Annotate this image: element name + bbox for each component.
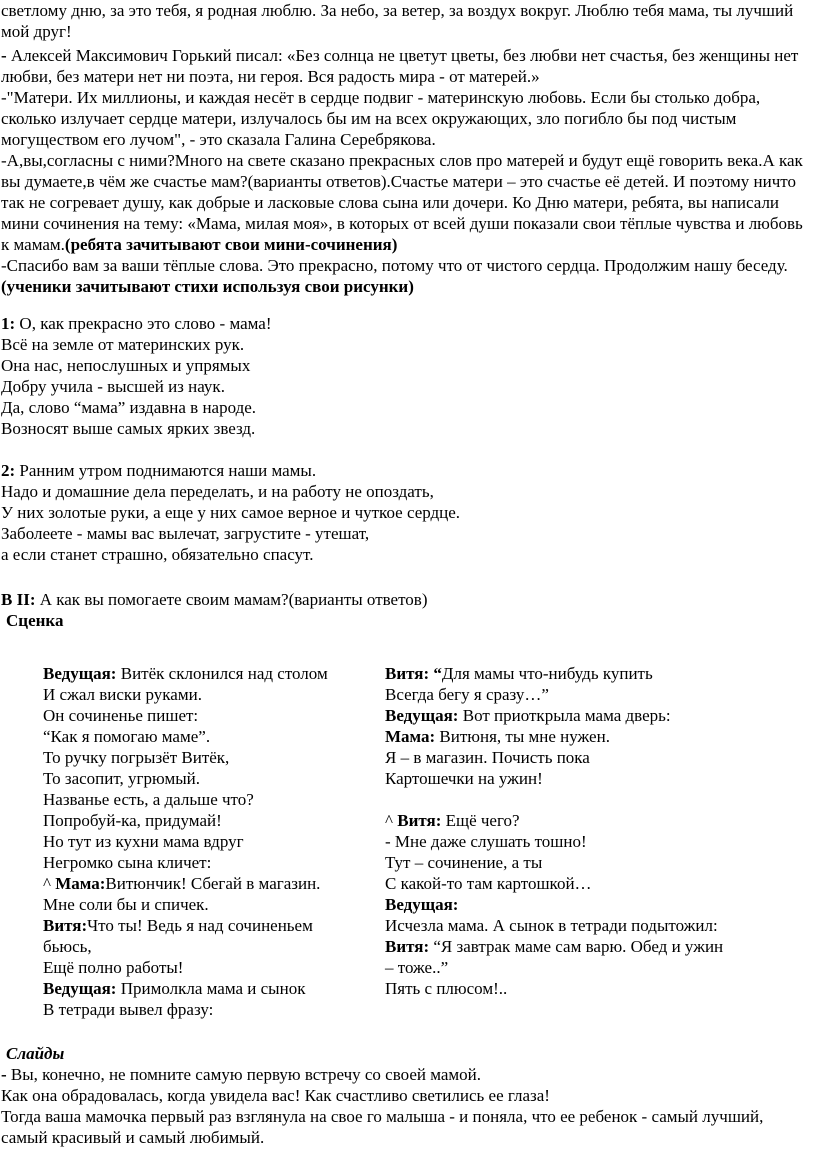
scene-line [43,684,373,705]
scene-right-column [385,663,805,999]
scene-line [43,915,373,936]
poem-1-line: Всё на земле от материнских рук. [1,335,245,354]
scene-line-text: Для мамы что-нибудь купить [441,664,653,683]
scene-line-text: Пять с плюсом!.. [385,979,508,998]
scene-line-text: В тетради вывел фразу: [43,1000,214,1019]
poem-2-line: Заболеете - мамы вас вылечат, загрустите - утешат, [1,524,370,543]
poem-2-line: У них золотые руки, а еще у них самое верное и чуткое сердце. [1,503,461,522]
scene-line-text: Исчезла мама. А сынок в тетради подытожил: [385,916,718,935]
scene-line-text: Картошечки на ужин! [385,769,543,788]
slides-line-1 [1,1064,813,1085]
slides-line-1-text: Вы, конечно, не помните самую первую встречу со своей мамой. [6,1065,482,1084]
scene-line [43,852,373,873]
scene-line [43,831,373,852]
scene-line-text: Негромко сына кличет: [43,853,212,872]
scene-line [43,873,373,894]
scene-title: Сценка [6,611,64,630]
scene-line [43,789,373,810]
scene-line [385,705,805,726]
scene-line [385,852,805,873]
scene-line-text: Вот приоткрыла мама дверь: [458,706,671,725]
intro-paragraph-1: светлому дню, за это тебя, я родная люблю. За небо, за ветер, за воздух вокруг. Люблю тебя мама, ты лучший мой друг! [1,1,794,41]
caret-mark: ^ [43,874,56,893]
scene-line [43,957,373,978]
intro-paragraph-2 [1,45,813,87]
poem-1-line-text: О, как прекрасно это слово - мама! [15,314,272,333]
poem-1 [1,313,813,439]
speaker-label: Ведущая: [385,706,459,725]
dash: - [1,46,7,65]
v2-question-text: А как вы помогаете своим мамам?(варианты ответов) [35,590,428,609]
poem-2-line: Надо и домашние дела переделать, и на работу не опоздать, [1,482,434,501]
scene-line [43,810,373,831]
speaker-label: Ведущая: [43,979,117,998]
scene-line [385,831,805,852]
scene-line-text: Что ты! Ведь я над сочиненьем [87,916,313,935]
slides-section [1,1043,813,1148]
scene-line [43,894,373,915]
intro-paragraph-3: -"Матери. Их миллионы, и каждая несёт в сердце подвиг - материнскую любовь. Если бы столько добра, сколько излучает сердце матери, излучалось бы им на всех окружающих, зло погибло бы под чистым могуществом его лучом", - это сказала Галина Серебрякова. [1,88,761,149]
scene-line [385,726,805,747]
scene-line [385,936,805,957]
poem-1-line: Она нас, непослушных и упрямых [1,356,251,375]
poem-1-line: Добру учила - высшей из наук. [1,377,225,396]
scene-line [385,684,805,705]
speaker-label: Ведущая: [43,664,117,683]
gorky-quote: Алексей Максимович Горький писал: «Без солнца не цветут цветы, без любви нет счастья, без женщины нет любви, без матери нет ни поэта, ни героя. Вся радость мира - от матерей.» [1,46,799,86]
speaker-label: Витя: [397,811,442,830]
scene-line [385,789,805,810]
scene-line [385,915,805,936]
speaker-label: Мама: [385,727,436,746]
poem-1-line [1,313,813,334]
caret-mark: ^ [385,811,398,830]
intro-paragraph-5-text: -Спасибо вам за ваши тёплые слова. Это прекрасно, потому что от чистого сердца. Продолжим нашу беседу. [1,256,788,275]
scene-line-text: Мне соли бы и спичек. [43,895,209,914]
scene-line [385,978,805,999]
scene-line [385,894,805,915]
scene-line-text: Я – в магазин. Почисть пока [385,748,590,767]
scene-line-text: бьюсь, [43,937,92,956]
v2-question [1,589,813,610]
scene-line-text: Всегда бегу я сразу…” [385,685,549,704]
poem-1-line: Возносят выше самых ярких звезд. [1,419,256,438]
poem-2-number: 2: [1,461,16,480]
scene-line-text: Но тут из кухни мама вдруг [43,832,244,851]
scene-line-text: “Я завтрак маме сам варю. Обед и ужин [429,937,724,956]
speaker-label: Витя: [43,916,88,935]
scene-line [385,810,805,831]
scene-line-text: Тут – сочинение, а ты [385,853,543,872]
poem-2-line [1,460,813,481]
scene-line [43,936,373,957]
scene-line-text: Витюнчик! Сбегай в магазин. [105,874,321,893]
scene-line-text: Он сочиненье пишет: [43,706,199,725]
intro-paragraph-5 [1,255,813,297]
poem-2 [1,460,813,565]
scene-line-text: “Как я помогаю маме”. [43,727,211,746]
scene-line-text: Витюня, ты мне нужен. [435,727,610,746]
scene-line [43,768,373,789]
scene-line [385,747,805,768]
poem-2-line: а если станет страшно, обязательно спасут. [1,545,314,564]
poem-1-number: 1: [1,314,16,333]
slides-line-3: Тогда ваша мамочка первый раз взглянула на свое го малыша - и поняла, что ее ребенок - самый лучший, самый красивый и самый любимый. [1,1107,764,1147]
speaker-label: Ведущая: [385,895,459,914]
scene-line [43,705,373,726]
scene-line [385,873,805,894]
dash: - [1,1065,7,1084]
scene-line-text: Ещё чего? [441,811,520,830]
scene-line-text: То ручку погрызёт Витёк, [43,748,230,767]
scene-line [385,663,805,684]
scene-line-text: - Мне даже слушать тошно! [385,832,587,851]
intro-paragraph-4 [1,150,813,255]
scene-line [43,726,373,747]
scene-line-text: То засопит, угрюмый. [43,769,200,788]
speaker-label: Витя: “ [385,664,442,683]
speaker-label: Мама: [55,874,106,893]
slides-title: Слайды [6,1044,65,1063]
scene-line-text: Попробуй-ка, придумай! [43,811,222,830]
scene-line-text: Названье есть, а дальше что? [43,790,254,809]
scene-left-column [43,663,373,1020]
v2-label: В II: [1,590,36,609]
scene-line [43,747,373,768]
intro-paragraph-4-text: -А,вы,согласны с ними?Много на свете сказано прекрасных слов про матерей и будут ещё говорить века.А как вы думаете,в чём же счастье мам?(варианты ответов).Счастье матери – это счастье её детей. И поэтому ничто так не согревает душу, как добрые и ласковые слова сына или дочери. Ко Дню матери, ребята, вы написали мини сочинения на тему: «Мама, милая моя», в которых от всей души показали свои тёплые чувства и любовь к мамам. [1,151,803,254]
scene-line [43,663,373,684]
scene-line-text: И сжал виски руками. [43,685,202,704]
poem-2-line-text: Ранним утром поднимаются наши мамы. [15,461,317,480]
scene-line-text: Примолкла мама и сынок [116,979,306,998]
scene-line-text: Витёк склонился над столом [116,664,328,683]
scene-line-text: – тоже..” [385,958,449,977]
stage-direction-poems: (ученики зачитывают стихи используя свои рисунки) [1,277,414,296]
scene-line [43,978,373,999]
slides-line-2: Как она обрадовалась, когда увидела вас! Как счастливо светились ее глаза! [1,1086,550,1105]
scene-line [385,768,805,789]
scene-line-text: Ещё полно работы! [43,958,184,977]
scene-line [385,957,805,978]
intro-section [1,0,813,297]
stage-direction-essays: (ребята зачитывают свои мини-сочинения) [64,235,398,254]
scene-line-text: С какой-то там картошкой… [385,874,592,893]
scene-line [43,999,373,1020]
v2-section [1,589,813,631]
speaker-label: Витя: [385,937,430,956]
poem-1-line: Да, слово “мама” издавна в народе. [1,398,257,417]
